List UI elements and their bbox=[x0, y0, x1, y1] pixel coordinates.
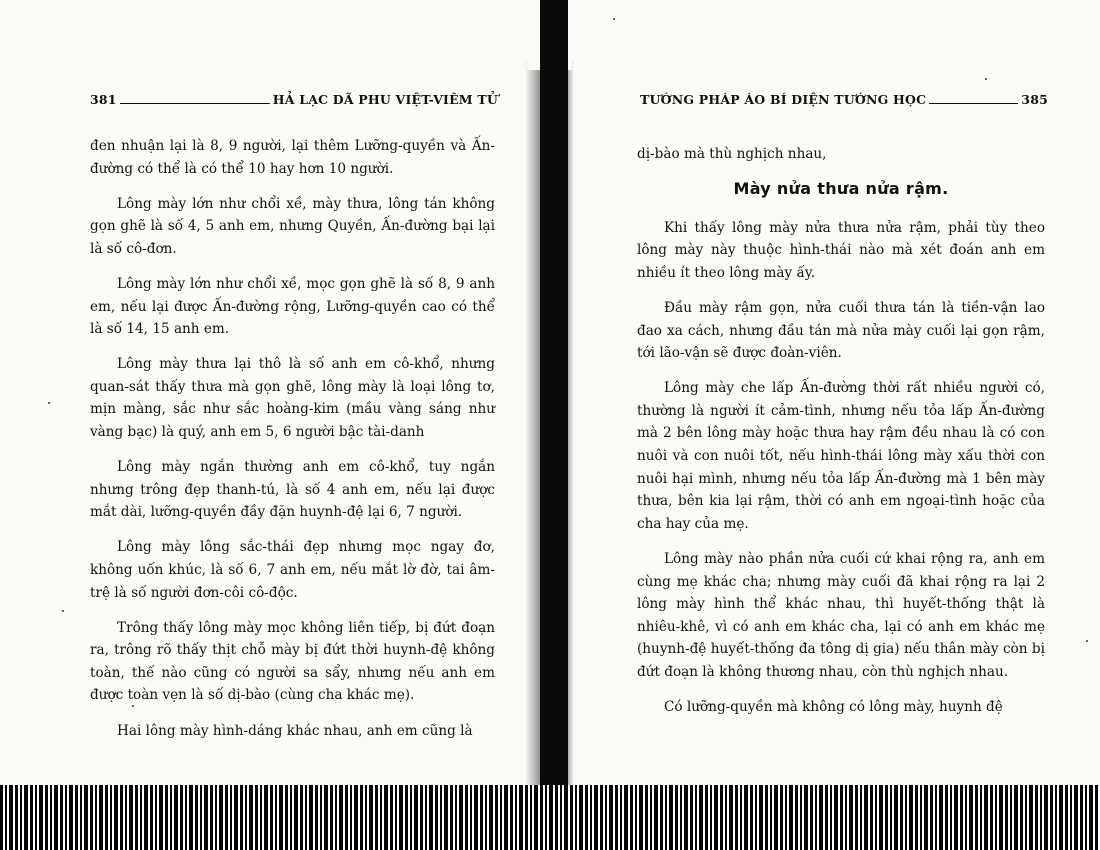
paragraph: Hai lông mày hình-dáng khác nhau, anh em cũng là bbox=[117, 722, 473, 739]
paragraph: Lông mày ngắn thường anh em cô-khổ, tuy ngắn nhưng trông đẹp thanh-tú, là số 4 anh em, nếu lại được mắt dài, lưỡng-quyền đầy đặn huynh-đệ lại 6, 7 người. bbox=[90, 459, 495, 521]
left-page-body bbox=[90, 135, 495, 755]
scan-speck bbox=[62, 610, 64, 612]
paragraph: Đầu mày rậm gọn, nửa cuối thưa tán là tiền-vận lao đao xa cách, nhưng đầu tán mà nửa mày cuối lại gọn rậm, tới lão-vận sẽ được đoàn-viên. bbox=[637, 299, 1045, 362]
paragraph: Lông mày nào phần nửa cuối cứ khai rộng ra, anh em cùng mẹ khác cha; nhưng mày cuối đã khai rộng ra lại 2 lông mày hình thể khác nhau, thì huyết-thống thật là nhiêu-khê, vì có anh em khác cha, lại có anh em khác mẹ (huynh-đệ huyết-thống đa tông dị gia) nếu thân mày còn bị đứt đoạn là không thương nhau, còn thù nghịch nhau. bbox=[637, 550, 1045, 680]
scan-speck bbox=[613, 18, 615, 20]
book-gutter bbox=[540, 0, 568, 850]
header-rule bbox=[120, 103, 270, 104]
header-rule bbox=[929, 103, 1018, 104]
paragraph: Lông mày thưa lại thô là số anh em cô-khổ, nhưng quan-sát thấy thưa mà gọn ghẽ, lông mày là loại lông tơ, mịn màng, sắc như sắc hoàng-kim (mầu vàng sáng như vàng bạc) là quý, anh em 5, 6 người bậc tài-danh bbox=[90, 356, 495, 441]
paragraph: Lông mày lông sắc-thái đẹp nhưng mọc ngay đơ, không uốn khúc, là số 6, 7 anh em, nếu mắt lờ đờ, tai âm-trệ là số người đơn-côi cô-độc. bbox=[90, 539, 495, 601]
scan-speck bbox=[48, 402, 50, 404]
paragraph: Lông mày lớn như chổi xề, mày thưa, lông tán không gọn ghẽ là số 4, 5 anh em, nhưng Quyền, Ấn-đường bại lại là số cô-đơn. bbox=[90, 195, 495, 257]
right-page-number: 385 bbox=[1021, 92, 1048, 107]
scan-speck bbox=[985, 78, 987, 80]
scan-edge-stripes bbox=[0, 785, 1100, 850]
paragraph: Lông mày lớn như chổi xề, mọc gọn ghẽ là số 8, 9 anh em, nếu lại được Ấn-đường rộng, Lưỡng-quyền cao có thể là số 14, 15 anh em. bbox=[90, 275, 495, 338]
left-running-title: HẢ LẠC DÃ PHU VIỆT-VIÊM TỬ bbox=[272, 92, 498, 107]
right-running-title: TƯỚNG PHÁP ÁO BÍ DIỆN TƯỚNG HỌC bbox=[640, 92, 927, 107]
lead-line: dị-bào mà thù nghịch nhau, bbox=[637, 146, 827, 162]
paragraph: Khi thấy lông mày nửa thưa nửa rậm, phải tùy theo lông mày này thuộc hình-thái nào mà xét đoán anh em nhiều ít theo lông mày ấy. bbox=[637, 219, 1045, 281]
right-page-body bbox=[637, 143, 1045, 731]
right-page-header bbox=[640, 92, 1048, 107]
left-page-number: 381 bbox=[90, 92, 117, 107]
scan-speck bbox=[132, 705, 134, 707]
paragraph: Có lưỡng-quyền mà không có lông mày, huynh đệ bbox=[664, 698, 1003, 715]
paragraph: Trông thấy lông mày mọc không liên tiếp, bị đứt đoạn ra, trông rõ thấy thịt chỗ mày bị đứt thời huynh-đệ không toàn, thế nào cũng có người sa sẩy, nhưng nếu anh em được toàn vẹn là số dị-bào (cùng cha khác mẹ). bbox=[90, 619, 495, 704]
section-title: Mày nửa thưa nửa rậm. bbox=[733, 179, 949, 199]
scan-speck bbox=[1086, 640, 1088, 642]
left-page bbox=[0, 0, 545, 785]
left-page-header bbox=[90, 92, 498, 107]
paragraph: đen nhuận lại là 8, 9 người, lại thêm Lưỡng-quyền và Ấn-đường có thể là có thể 10 hay hơn 10 người. bbox=[90, 138, 495, 177]
paragraph: Lông mày che lấp Ấn-đường thời rất nhiều người có, thường là người ít cảm-tình, nhưng nếu tỏa lấp Ấn-đường mà 2 bên lông mày hoặc thưa hay rậm đều nhau là có con nuôi và con nuôi tốt, nếu hình-thái lông mày xấu thời con nuôi hại mình, nhưng nếu tỏa lấp Ấn-đường mà 1 bên mày thưa, bên kia lại rậm, thời có anh em ngoại-tình hoặc của cha hay của mẹ. bbox=[637, 380, 1045, 532]
